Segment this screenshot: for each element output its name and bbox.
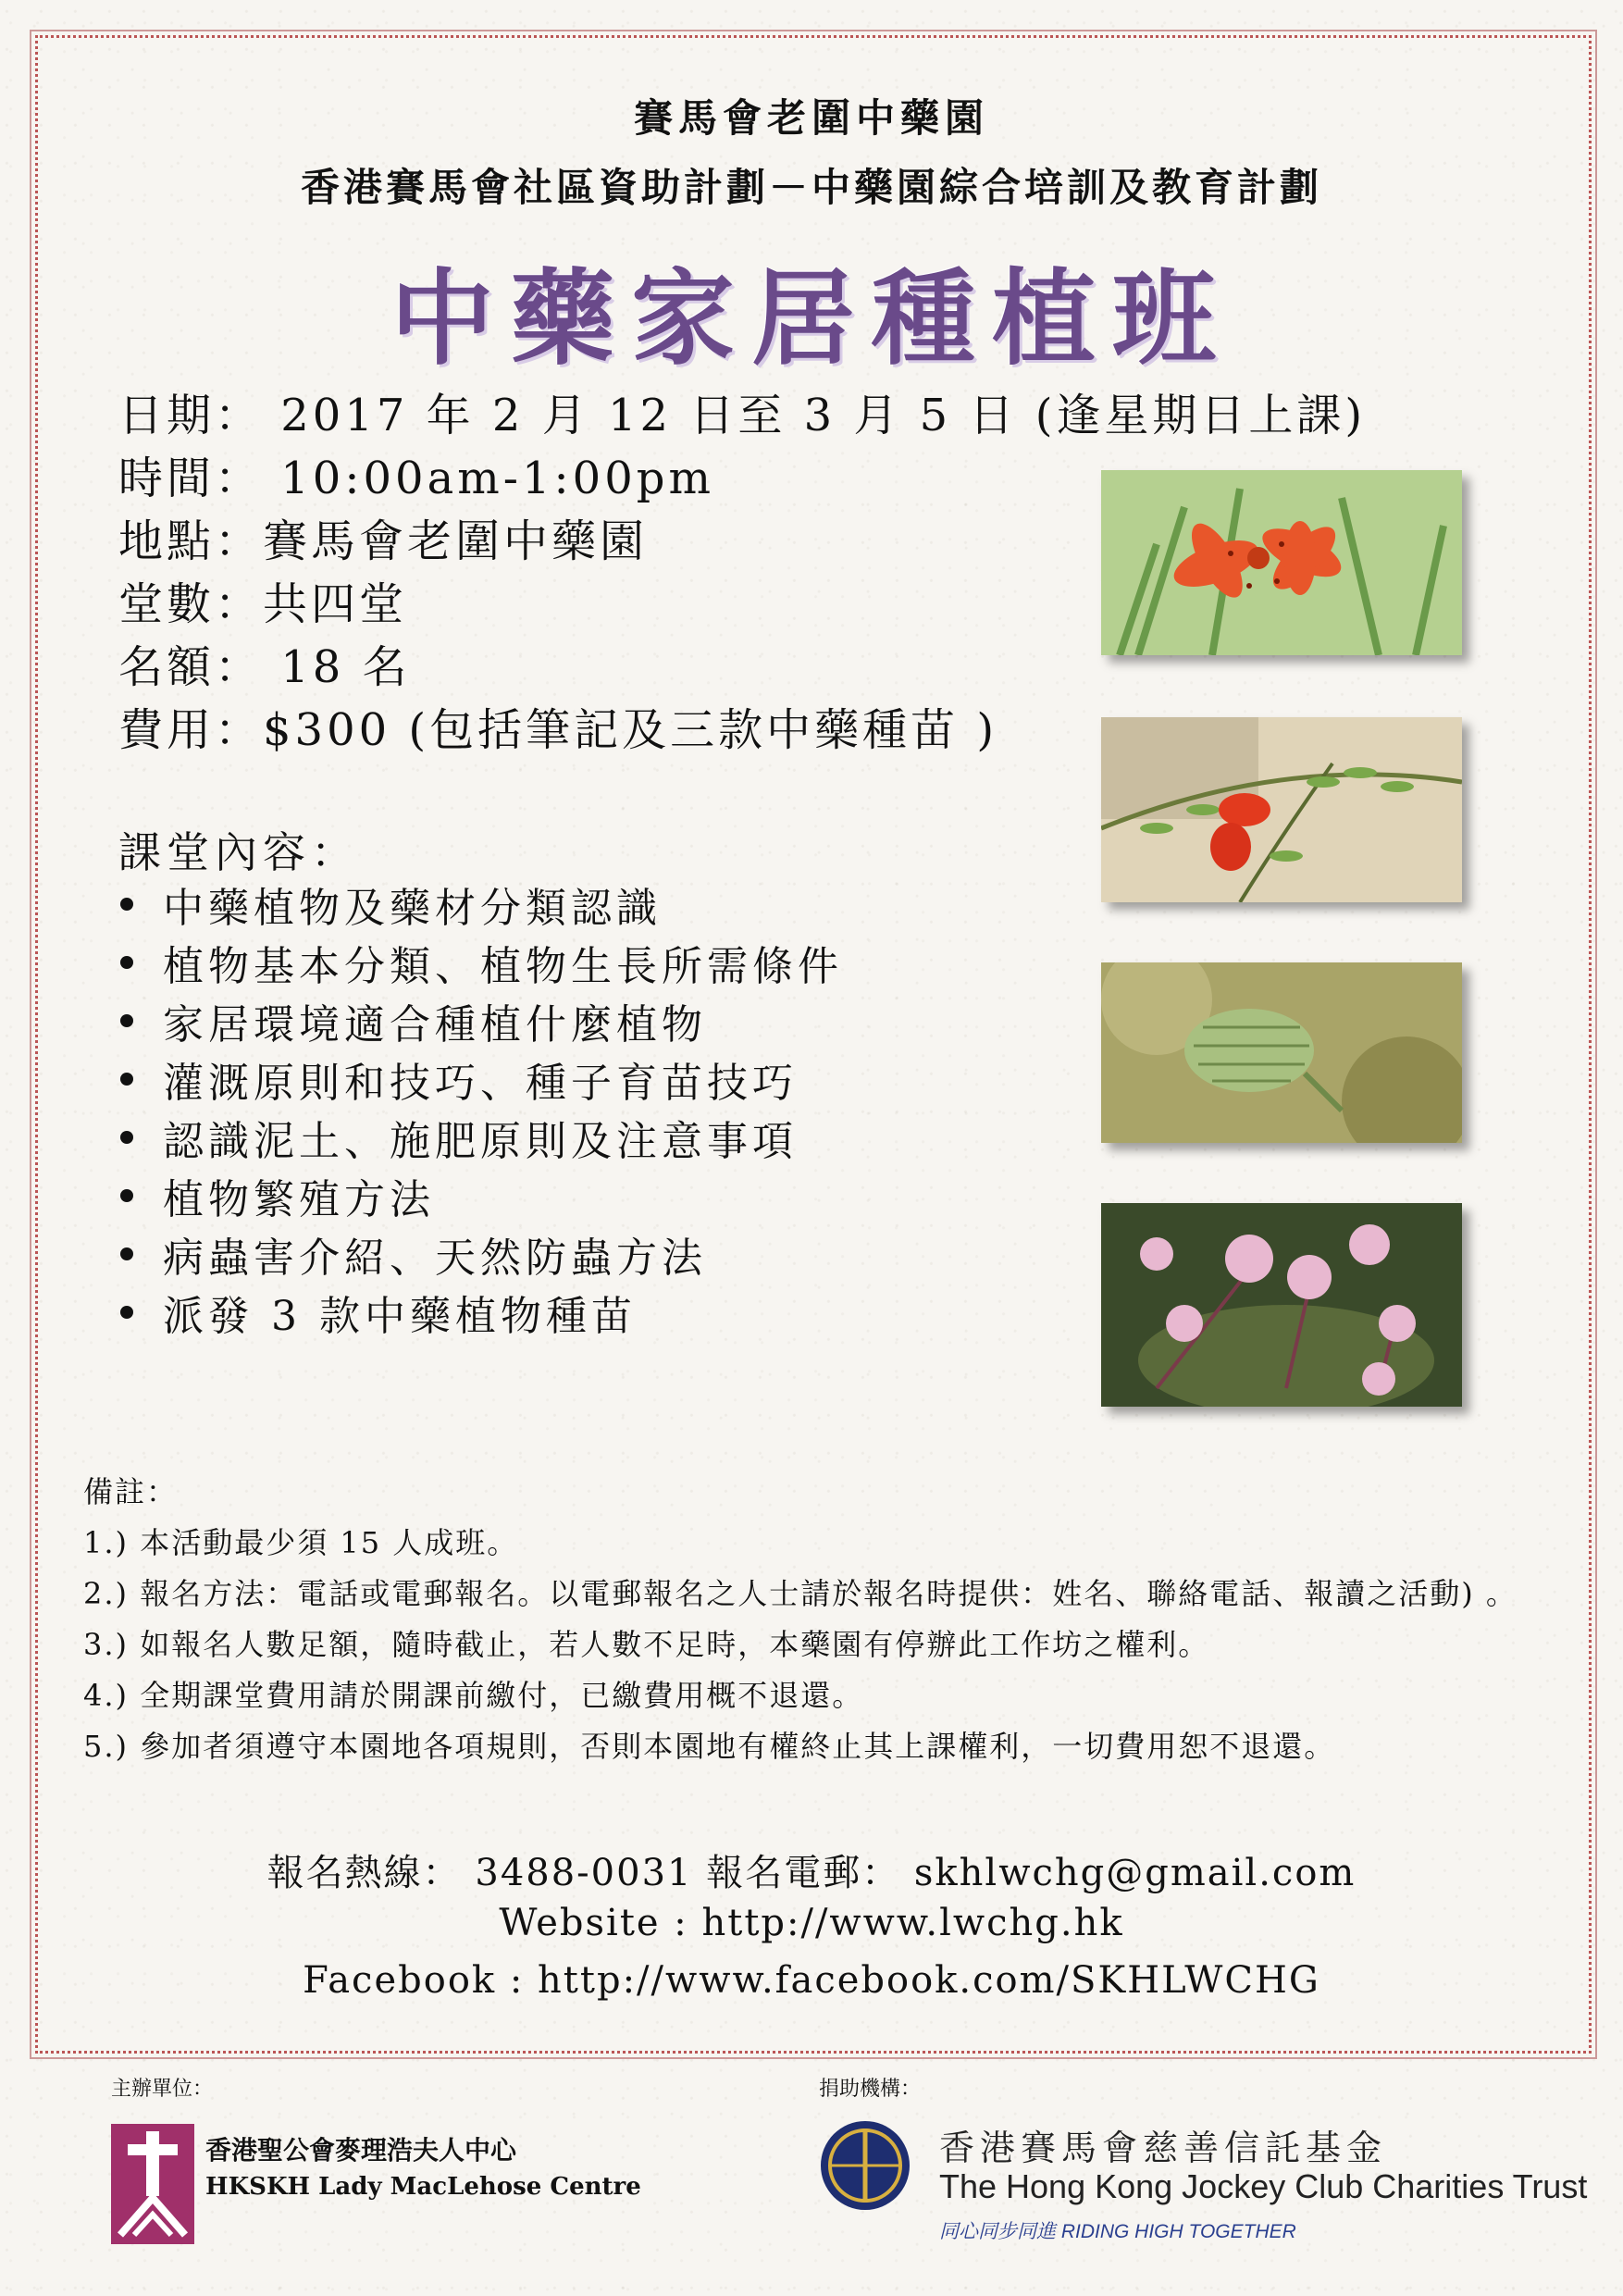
- organizer-name-en: HKSKH Lady MacLehose Centre: [205, 2173, 641, 2201]
- bullet-icon: [120, 1014, 133, 1027]
- list-item: 派發 3 款中藥植物種苗: [111, 1283, 843, 1341]
- photo-orange-lily: [1101, 470, 1462, 655]
- notes-heading: 備註：: [83, 1474, 179, 1509]
- bullet-icon: [120, 898, 133, 911]
- course-content-list: [111, 875, 843, 1341]
- list-item: 中藥植物及藥材分類認識: [111, 875, 843, 933]
- sponsor-name-en: The Hong Kong Jockey Club Charities Trust: [939, 2167, 1588, 2205]
- photo-pomegranate-flower: [1101, 717, 1462, 902]
- contact-facebook: Facebook : http://www.facebook.com/SKHLWCHG: [303, 1959, 1320, 2002]
- note-item: 1.) 本活動最少須 15 人成班。: [83, 1525, 519, 1560]
- contact-website: Website : http://www.lwchg.hk: [499, 1902, 1124, 1944]
- list-item: 植物基本分類、植物生長所需條件: [111, 933, 843, 991]
- list-item: 家居環境適合種植什麼植物: [111, 991, 843, 1049]
- programme-name: 香港賽馬會社區資助計劃－中藥園綜合培訓及教育計劃: [300, 165, 1322, 210]
- sponsor-label: 捐助機構：: [819, 2078, 922, 2101]
- contact-hotline-email: 報名熱線： 3488-0031 報名電郵： skhlwchg@gmail.com: [266, 1852, 1357, 1894]
- note-item: 5.) 參加者須遵守本園地各項規則，否則本園地有權終止其上課權利，一切費用恕不退還。: [83, 1729, 1336, 1764]
- info-time: 時間： 10:00am-1:00pm: [118, 453, 714, 504]
- poster-title: 中藥家居種植班: [390, 258, 1233, 379]
- bullet-icon: [120, 956, 133, 969]
- sponsor-name-zh: 香港賽馬會慈善信託基金: [939, 2128, 1388, 2168]
- notes-section: [83, 1467, 1545, 1772]
- list-item: 病蟲害介紹、天然防蟲方法: [111, 1224, 843, 1283]
- bullet-icon: [120, 1189, 133, 1202]
- bullet-icon: [120, 1247, 133, 1260]
- info-fee: 費用：$300 (包括筆記及三款中藥種苗 ): [118, 704, 998, 756]
- sponsor-tagline: 同心同步同進 RIDING HIGH TOGETHER: [939, 2221, 1296, 2242]
- list-item: 認識泥土、施肥原則及注意事項: [111, 1108, 843, 1166]
- bullet-icon: [120, 1131, 133, 1144]
- info-date: 日期： 2017 年 2 月 12 日至 3 月 5 日 (逢星期日上課): [118, 390, 1367, 441]
- list-item: 植物繁殖方法: [111, 1166, 843, 1224]
- note-item: 4.) 全期課堂費用請於開課前繳付，已繳費用概不退還。: [83, 1678, 864, 1713]
- photo-seed-pod: [1101, 962, 1462, 1143]
- bullet-icon: [120, 1073, 133, 1086]
- hkjc-logo-icon: [819, 2119, 911, 2212]
- garden-name: 賽馬會老圍中藥園: [633, 95, 989, 141]
- photo-pink-knotweed: [1101, 1203, 1462, 1407]
- bullet-icon: [120, 1306, 133, 1319]
- note-item: 2.) 報名方法：電話或電郵報名。以電郵報名之人士請於報名時提供：姓名、聯絡電話、報讀之活動) 。: [83, 1576, 1518, 1611]
- course-content-heading: 課堂內容：: [118, 827, 359, 877]
- info-venue: 地點：賽馬會老圍中藥園: [118, 515, 649, 567]
- info-sessions: 堂數：共四堂: [118, 578, 408, 630]
- note-item: 3.) 如報名人數足額，隨時截止，若人數不足時，本藥園有停辦此工作坊之權利。: [83, 1627, 1210, 1662]
- organizer-label: 主辦單位：: [111, 2078, 214, 2101]
- organizer-name-zh: 香港聖公會麥理浩夫人中心: [205, 2135, 517, 2166]
- list-item: 灌溉原則和技巧、種子育苗技巧: [111, 1049, 843, 1108]
- skh-logo-icon: [111, 2124, 194, 2244]
- info-quota: 名額： 18 名: [118, 641, 411, 693]
